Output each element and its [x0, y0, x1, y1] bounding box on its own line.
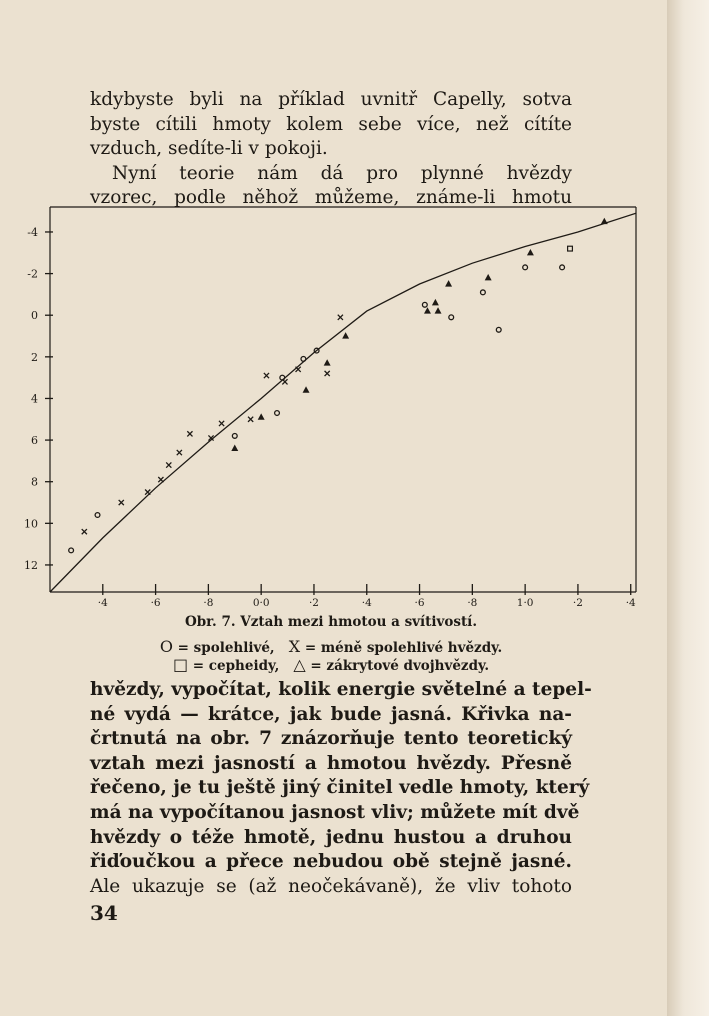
legend-text: = zákrytové dvojhvězdy. — [310, 658, 490, 674]
data-point-circle — [69, 548, 74, 553]
data-point-triangle — [324, 360, 330, 365]
square-legend-icon: □ — [172, 655, 189, 674]
data-point-cross — [119, 500, 124, 505]
data-point-circle — [496, 327, 501, 332]
data-point-square — [568, 246, 573, 251]
y-tick-label: 12 — [24, 558, 38, 572]
x-tick-label: ·6 — [414, 597, 425, 609]
text-line: vzorec, podle něhož můžeme, známe-li hmotu — [90, 187, 572, 209]
data-point-triangle — [433, 300, 439, 305]
y-tick-label: -2 — [27, 267, 38, 281]
data-point-circle — [523, 265, 528, 270]
data-point-triangle — [446, 281, 452, 286]
data-point-cross — [145, 490, 150, 495]
data-point-triangle — [343, 333, 349, 338]
data-point-triangle — [528, 250, 534, 255]
text-line: hvězdy, vypočítat, kolik energie světelné a tepel- — [90, 679, 592, 700]
theoretical-curve — [50, 213, 636, 592]
data-point-cross — [219, 421, 224, 426]
y-tick-label: 10 — [24, 517, 38, 531]
y-tick-label: 4 — [31, 392, 38, 406]
text-line: né vydá — krátce, jak bude jasná. Křivka na- — [90, 703, 572, 725]
y-tick-label: 0 — [31, 309, 38, 323]
text-line: řiďoučkou a přece nebudou obě stejně jasné. — [90, 851, 572, 873]
data-point-cross — [187, 431, 192, 436]
legend-text: = cepheidy, — [192, 658, 280, 674]
x-tick-label: 0·0 — [252, 597, 270, 609]
text-line: Ale ukazuje se (až neočekávaně), že vliv tohoto — [90, 875, 572, 897]
text-line: hvězdy o téže hmotě, jednu hustou a druhou — [90, 826, 572, 848]
data-point-cross — [264, 373, 269, 378]
mass-luminosity-chart — [0, 195, 680, 615]
data-point-circle — [449, 315, 454, 320]
legend-text: = méně spolehlivé hvězdy. — [304, 640, 503, 656]
data-point-circle — [422, 302, 427, 307]
y-tick-label: 8 — [31, 475, 38, 489]
x-tick-label: ·8 — [203, 597, 214, 609]
data-point-circle — [95, 513, 100, 518]
data-point-triangle — [425, 308, 431, 313]
data-point-triangle — [485, 275, 491, 280]
text-line: črtnutá na obr. 7 znázorňuje tento teoretický — [90, 728, 572, 750]
data-point-circle — [301, 357, 306, 362]
text-line: vztah mezi jasností a hmotou hvězdy. Přesně — [90, 752, 572, 774]
x-tick-label: ·4 — [97, 597, 108, 609]
y-tick-label: 6 — [31, 434, 38, 448]
page-number: 34 — [90, 901, 118, 925]
text-line: má na vypočítanou jasnost vliv; můžete mít dvě — [90, 801, 580, 823]
data-point-triangle — [435, 308, 441, 313]
data-point-triangle — [258, 414, 264, 419]
data-point-cross — [158, 477, 163, 482]
data-point-cross — [325, 371, 330, 376]
text-line: řečeno, je tu ještě jiný činitel vedle hmoty, který — [90, 777, 590, 799]
data-point-triangle — [303, 387, 309, 392]
top-paragraph — [90, 88, 572, 211]
data-point-circle — [560, 265, 565, 270]
legend-text: = spolehlivé, — [177, 640, 275, 656]
data-point-circle — [481, 290, 486, 295]
figure-caption-title: Obr. 7. Vztah mezi hmotou a svítivostí. — [184, 614, 478, 630]
data-point-cross — [82, 529, 87, 534]
y-tick-label: 2 — [31, 350, 38, 364]
x-tick-label: ·6 — [150, 597, 161, 609]
data-point-triangle — [602, 219, 608, 224]
x-tick-label: ·2 — [572, 597, 583, 609]
data-point-circle — [232, 434, 237, 439]
x-tick-label: ·8 — [467, 597, 478, 609]
data-point-cross — [177, 450, 182, 455]
x-tick-label: ·4 — [361, 597, 372, 609]
data-point-cross — [282, 379, 287, 384]
cross-legend-icon: X — [288, 637, 301, 656]
circle-legend-icon: O — [159, 637, 173, 656]
data-point-cross — [166, 462, 171, 467]
bottom-paragraph — [90, 678, 592, 899]
data-point-cross — [338, 315, 343, 320]
text-line: kdybyste byli na příklad uvnitř Capelly, sotva — [90, 89, 572, 110]
text-line: Nyní teorie nám dá pro plynné hvězdy — [112, 162, 572, 184]
y-tick-label: -4 — [27, 225, 38, 239]
legend-line-1 — [90, 637, 572, 656]
text-line: byste cítili hmoty kolem sebe více, než cítíte — [90, 113, 572, 135]
x-tick-label: ·4 — [625, 597, 636, 609]
x-tick-label: ·2 — [308, 597, 319, 609]
data-point-cross — [248, 417, 253, 422]
triangle-legend-icon: △ — [293, 655, 306, 674]
data-point-circle — [275, 411, 280, 416]
data-point-cross — [296, 367, 301, 372]
text-line: vzduch, sedíte-li v pokoji. — [90, 138, 328, 160]
x-tick-label: 1·0 — [516, 597, 534, 609]
data-point-triangle — [232, 445, 238, 450]
legend-line-2 — [90, 655, 572, 674]
